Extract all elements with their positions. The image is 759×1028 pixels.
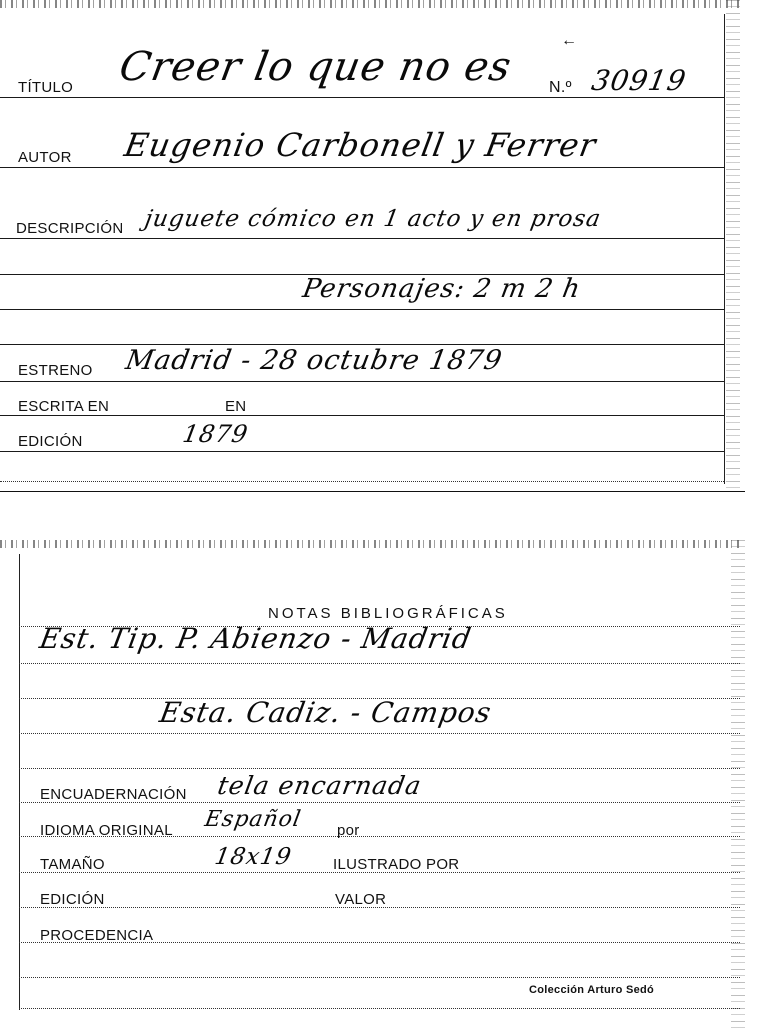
numero-label: N.º [549, 79, 572, 96]
scan-right-edge [726, 0, 740, 490]
edicion-underline [0, 451, 724, 452]
escrita-underline [0, 415, 724, 416]
estreno-label: ESTRENO [18, 362, 93, 379]
descripcion-label: DESCRIPCIÓN [16, 220, 124, 237]
notes-line-5 [19, 768, 740, 769]
notes-line-4 [19, 733, 740, 734]
catalog-card-front [0, 0, 740, 490]
catalog-card-back [0, 540, 740, 1028]
encuadernacion-value: tela encarnada [215, 771, 424, 800]
author-underline [0, 167, 724, 168]
title-underline [0, 97, 724, 98]
tamano-label: TAMAÑO [40, 856, 105, 873]
procedencia-label: PROCEDENCIA [40, 927, 154, 944]
encuadernacion-label: ENCUADERNACIÓN [40, 786, 187, 803]
titulo-label: TÍTULO [18, 79, 74, 96]
corner-arrow-mark: ← [561, 32, 577, 49]
note-line-1-value: Est. Tip. P. Abienzo - Madrid [37, 622, 475, 655]
note-line-2-value: Esta. Cadiz. - Campos [157, 696, 495, 729]
collection-footer: Colección Arturo Sedó [529, 984, 655, 996]
card-border-right [724, 14, 725, 484]
idioma-value: Español [202, 807, 304, 832]
scan-top-edge-back [0, 540, 740, 548]
autor-value: Eugenio Carbonell y Ferrer [121, 126, 600, 164]
por-label: por [337, 822, 360, 839]
estreno-value: Madrid - 28 octubre 1879 [123, 345, 505, 376]
tamano-value: 18x19 [212, 844, 294, 870]
escrita-en-label: ESCRITA EN [18, 398, 110, 415]
ilustrado-label: ILUSTRADO POR [333, 856, 460, 873]
personajes-underline [0, 309, 724, 310]
autor-label: AUTOR [18, 149, 72, 166]
front-bottom-line [0, 481, 724, 482]
notas-heading: NOTAS BIBLIOGRÁFICAS [268, 605, 508, 622]
scan-top-edge [0, 0, 740, 8]
blank-line-back [19, 977, 740, 978]
personajes-value: Personajes: 2 m 2 h [300, 274, 584, 304]
descripcion-value: juguete cómico en 1 acto y en prosa [142, 206, 604, 232]
en-label: EN [225, 398, 247, 415]
numero-value: 30919 [589, 64, 689, 97]
edicion-label: EDICIÓN [18, 433, 83, 450]
description-underline [0, 238, 724, 239]
idioma-label: IDIOMA ORIGINAL [40, 822, 173, 839]
valor-label: VALOR [335, 891, 387, 908]
estreno-underline [0, 381, 724, 382]
bottom-line-back [19, 1008, 740, 1009]
edicion-back-label: EDICIÓN [40, 891, 105, 908]
edicion-value: 1879 [180, 420, 251, 448]
scan-right-edge-back [731, 540, 745, 1028]
card-separator [0, 491, 745, 492]
notes-line-2 [19, 663, 740, 664]
titulo-value: Creer lo que no es [115, 44, 516, 90]
